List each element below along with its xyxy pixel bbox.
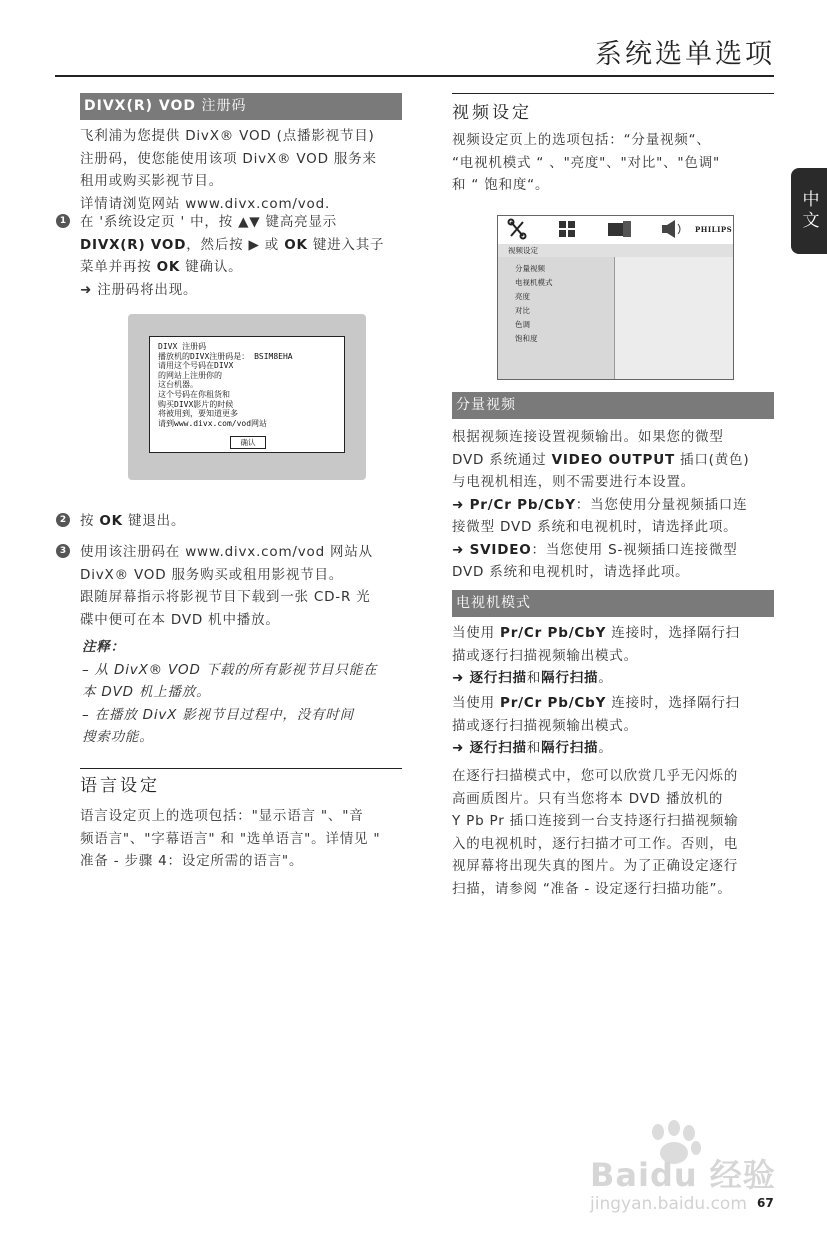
note-line: – 从 DivX® VOD 下载的所有影视节目只能在: [82, 661, 378, 678]
interlaced-label: 隔行扫描: [541, 670, 599, 686]
osd-line: 播放机的DIVX注册码是： BSIM8EHA: [158, 351, 293, 361]
text: ，然后按 ▶ 或: [186, 236, 285, 253]
tv-mode-line: 描或逐行扫描视频输出模式。: [452, 717, 638, 734]
tv-mode-body-a: [452, 622, 782, 690]
tv-mode-body-b: [452, 692, 782, 760]
step-3-line: 碟中便可在本 DVD 机中播放。: [80, 611, 280, 628]
component-line: [452, 449, 782, 472]
intro-line: 飞利浦为您提供 DivX® VOD (点播影视节目): [80, 128, 375, 144]
note-line: 本 DVD 机上播放。: [82, 684, 211, 700]
language-tab: 中文: [791, 168, 827, 254]
divx-vod-label: DIVX(R) VOD: [80, 236, 187, 253]
menu-item: 色调: [515, 320, 530, 329]
tv-mode-line: 高画质图片。只有当您将本 DVD 播放机的: [452, 790, 724, 807]
step-1-line: 在 '系统设定页 ' 中，按 ▲▼ 键高亮显示: [80, 214, 338, 230]
osd-line: 这台机器。: [158, 380, 198, 390]
tv-mode-line: 在逐行扫描模式中，您可以欣赏几乎无闪烁的: [452, 768, 738, 784]
text: 按: [80, 513, 100, 529]
osd-line: 购买DIVX影片的时候: [158, 399, 234, 409]
osd-line: 请到www.divx.com/vod网站: [158, 418, 268, 428]
text: 菜单并再按: [80, 259, 157, 275]
watermark-url: jingyan.baidu.com: [590, 1194, 747, 1214]
step-2: [80, 510, 405, 533]
menu-item: 饱和度: [515, 334, 538, 343]
step-1-result: ➜ 注册码将出现。: [80, 281, 198, 298]
osd-line: 请用这个号码在DIVX: [158, 361, 234, 371]
divx-intro: [80, 125, 405, 215]
text: ：当您使用 S-视频插口连接微型: [531, 541, 738, 558]
step-1-badge: 1: [56, 214, 70, 228]
language-line: 频语言"、"字幕语言" 和 "选单语言"。详情见 ": [80, 830, 381, 847]
philips-logo: PHILIPS: [695, 225, 733, 234]
video-section-body: [452, 129, 782, 197]
page-number: 67: [757, 1196, 774, 1210]
arrow: ➜: [452, 670, 470, 686]
step-1: [80, 211, 405, 301]
osd-line: 将被用到，要知道更多: [158, 409, 238, 419]
tv-mode-body-c: [452, 765, 782, 900]
section-rule: [452, 93, 774, 94]
tv-mode-line: 扫描，请参阅 “准备 - 设定逐行扫描功能”。: [452, 880, 732, 897]
monitor-icon: [608, 221, 631, 237]
step-2-line: [80, 510, 405, 533]
intro-line: 详情请浏览网站 www.divx.com/vod.: [80, 195, 331, 212]
tv-mode-line: [452, 692, 782, 715]
language-line: 准备 - 步骤 4：设定所需的语言"。: [80, 853, 304, 869]
section-rule: [80, 768, 402, 769]
osd-line: DIVX 注册码: [158, 342, 207, 351]
title-rule: [55, 75, 774, 77]
text: 。: [598, 740, 613, 756]
step-3-line: 使用该注册码在 www.divx.com/vod 网站从: [80, 544, 373, 560]
osd-line: 的网站上注册你的: [158, 370, 222, 380]
interlaced-label: 隔行扫描: [541, 740, 599, 756]
component-video-bar: 分量视频: [452, 392, 774, 419]
video-line: “电视机模式 “ 、"亮度"、"对比"、"色调": [452, 154, 721, 171]
note-line: – 在播放 DivX 影视节目过程中，没有时间: [82, 706, 354, 723]
note-block: [82, 636, 407, 749]
option-svideo: ➜ SVIDEO: [452, 541, 532, 558]
text: 连接时，选择隔行扫: [606, 625, 740, 641]
grid-icon: [559, 221, 575, 237]
language-section-body: [80, 805, 405, 873]
component-line: 与电视机相连，则不需要进行本设置。: [452, 474, 696, 490]
video-output-label: VIDEO OUTPUT: [551, 451, 675, 468]
tv-mode-line: [452, 622, 782, 645]
component-line: [452, 494, 782, 517]
component-line: 接微型 DVD 系统和电视机时，请选择此项。: [452, 519, 738, 535]
step-3-badge: 3: [56, 544, 70, 558]
divx-vod-bar-rest: 注册码: [196, 98, 247, 114]
component-line: DVD 系统和电视机时，请选择此项。: [452, 564, 690, 580]
ok-key: OK: [156, 259, 181, 275]
menu-value-panel: [615, 257, 733, 379]
menu-icon-bar: [498, 216, 733, 244]
progressive-label: 逐行扫描: [469, 670, 527, 686]
text: 插口(黄色): [674, 451, 750, 468]
component-line: 根据视频连接设置视频输出。如果您的微型: [452, 429, 724, 445]
tv-mode-bar: 电视机模式: [452, 590, 774, 617]
text: 连接时，选择隔行扫: [606, 695, 740, 711]
step-1-line: [80, 256, 405, 279]
component-line: [452, 539, 782, 562]
menu-options-list: [498, 257, 615, 379]
speaker-icon: [662, 220, 680, 238]
divx-vod-bar-bold: DIVX(R) VOD: [84, 98, 197, 114]
note-line: 搜索功能。: [82, 729, 154, 745]
video-line: 视频设定页上的选项包括：“分量视频“、: [452, 132, 711, 148]
tv-mode-line: Y Pb Pr 插口连接到一台支持逐行扫描视频输: [452, 813, 739, 829]
intro-line: 注册码，使您能使用该项 DivX® VOD 服务来: [80, 150, 377, 167]
menu-item: 对比: [515, 306, 530, 315]
option-pr-pb-y: Pr/Cr Pb/CbY: [500, 625, 607, 641]
text: 和: [526, 670, 542, 686]
text: 当使用: [452, 625, 500, 641]
step-3-line: DivX® VOD 服务购买或租用影视节目。: [80, 566, 344, 583]
ok-key: OK: [284, 236, 308, 253]
osd-confirm-button: 确认: [230, 436, 266, 449]
divx-vod-bar: [80, 93, 402, 120]
menu-item: 电视机模式: [515, 278, 553, 287]
step-3: [80, 541, 405, 631]
option-pr-pb-y: ➜ Pr/Cr Pb/CbY: [452, 496, 576, 513]
text: 当使用: [452, 695, 500, 711]
page-title: 系统选单选项: [595, 39, 775, 70]
text: 键进入其子: [307, 236, 385, 253]
arrow: ➜: [452, 740, 470, 756]
step-3-line: 跟随屏幕指示将影视节目下载到一张 CD-R 光: [80, 589, 371, 605]
language-section-title: 语言设定: [80, 776, 160, 796]
text: 和: [526, 740, 542, 756]
divx-registration-dialog: [149, 336, 345, 453]
intro-line: 租用或购买影视节目。: [80, 173, 223, 189]
menu-header: 视频设定: [498, 244, 733, 257]
language-line: 语言设定页上的选项包括："显示语言 "、"音: [80, 808, 364, 824]
component-video-body: [452, 426, 782, 584]
osd-line: 这个号码在你租货和: [158, 389, 230, 399]
ok-key: OK: [99, 513, 123, 529]
watermark-logo-text: Baidu 经验: [590, 1156, 776, 1194]
text: DVD 系统通过: [452, 451, 552, 468]
step-1-line: [80, 234, 405, 257]
note-title-text: 注释：: [82, 639, 125, 655]
wrench-icon: [509, 220, 526, 239]
text: 键确认。: [180, 259, 243, 275]
text: 键退出。: [122, 513, 186, 529]
option-pr-pb-y: Pr/Cr Pb/CbY: [500, 695, 607, 711]
video-setup-menu: [497, 215, 734, 380]
tv-mode-line: 描或逐行扫描视频输出模式。: [452, 647, 638, 664]
step-2-badge: 2: [56, 513, 70, 527]
baidu-watermark: [588, 1120, 778, 1220]
tv-mode-line: [452, 737, 782, 760]
menu-item: 分量视频: [515, 264, 545, 273]
tv-mode-line: 视屏幕将出现失真的图片。为了正确设定逐行: [452, 858, 738, 874]
menu-item: 亮度: [515, 292, 530, 301]
tv-mode-line: 入的电视机时，逐行扫描才可工作。否则，电: [452, 835, 738, 852]
progressive-label: 逐行扫描: [469, 740, 527, 756]
text: ：当您使用分量视频插口连: [575, 496, 748, 513]
note-title: [82, 636, 407, 659]
video-section-title: 视频设定: [452, 103, 532, 123]
tv-mode-line: [452, 667, 782, 690]
video-line: 和 “ 饱和度“。: [452, 177, 550, 193]
text: 。: [598, 670, 613, 686]
